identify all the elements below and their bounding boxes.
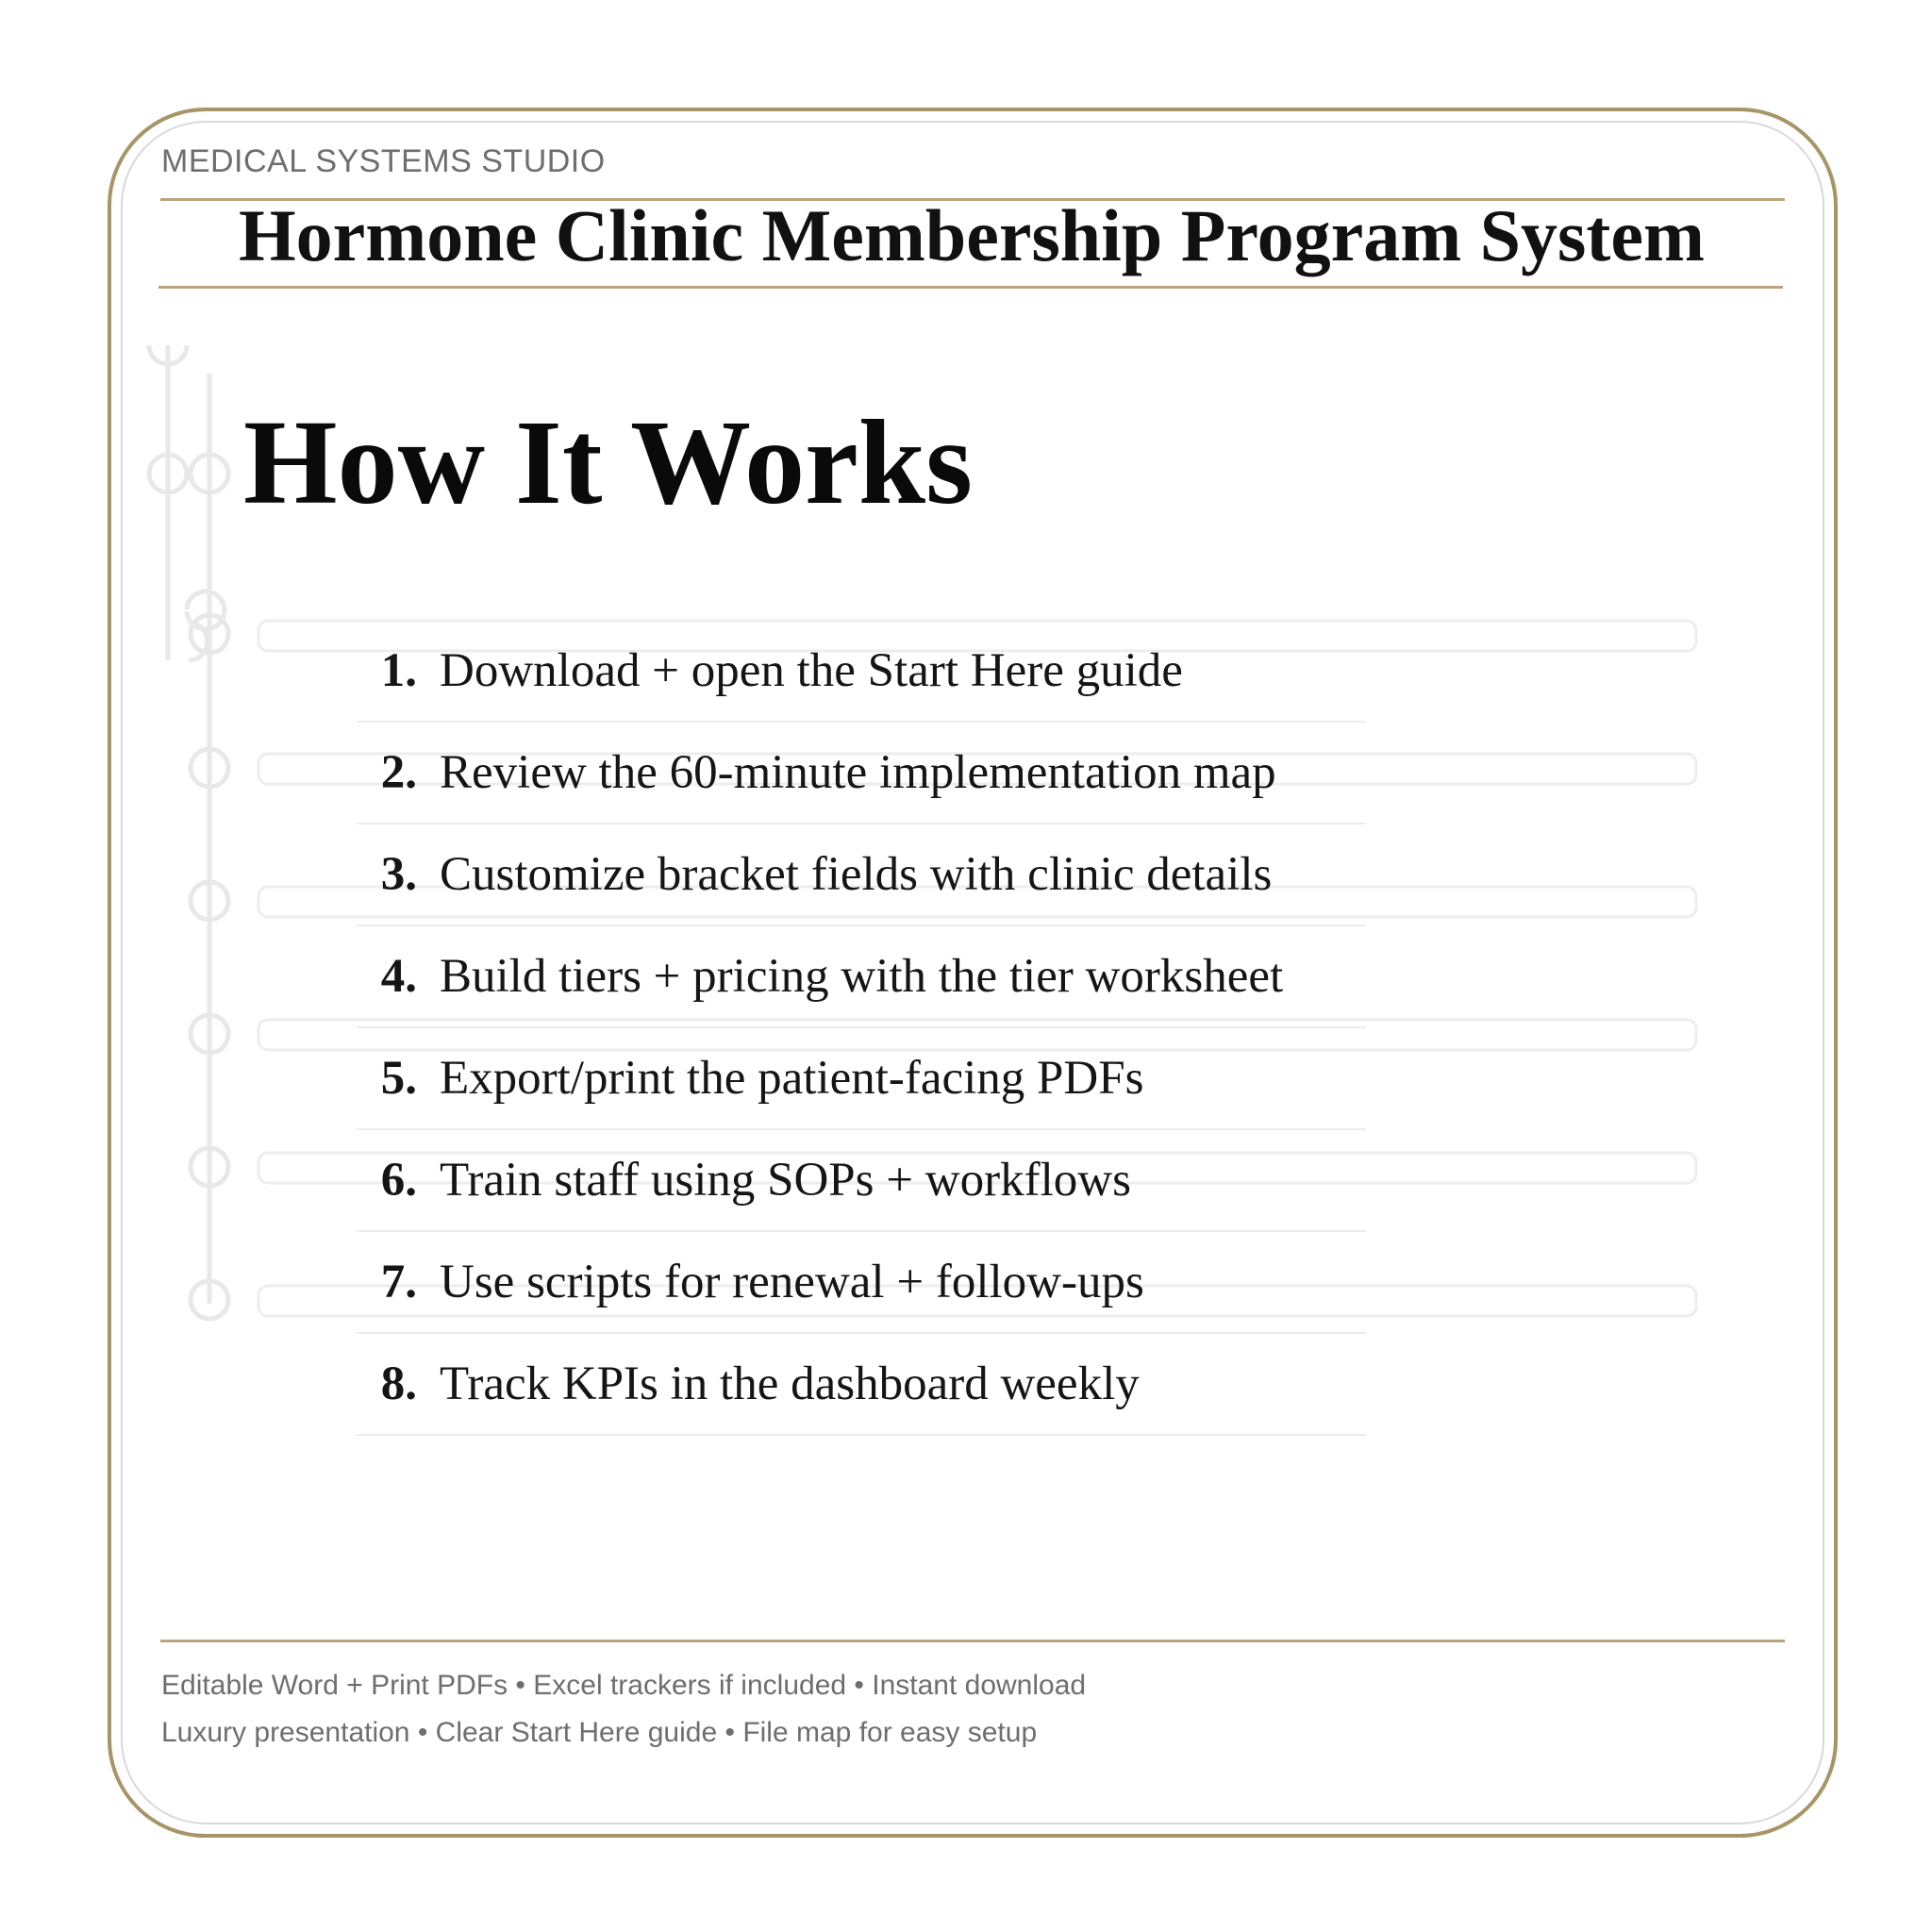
step-number: 5. bbox=[380, 1052, 417, 1105]
list-item bbox=[357, 1130, 1366, 1232]
step-number: 3. bbox=[380, 848, 417, 901]
step-text: Customize bracket fields with clinic details bbox=[440, 848, 1273, 901]
list-item bbox=[357, 824, 1366, 926]
list-item bbox=[357, 723, 1366, 824]
footer-rule bbox=[160, 1640, 1785, 1642]
step-number: 7. bbox=[380, 1256, 417, 1308]
footer-line-1: Editable Word + Print PDFs • Excel trackers if included • Instant download bbox=[161, 1670, 1087, 1701]
page-title: Hormone Clinic Membership Program System bbox=[239, 194, 1705, 276]
step-text: Train staff using SOPs + workflows bbox=[440, 1154, 1131, 1207]
step-text: Export/print the patient-facing PDFs bbox=[440, 1052, 1144, 1105]
brand-label: MEDICAL SYSTEMS STUDIO bbox=[161, 143, 606, 179]
step-number: 4. bbox=[380, 950, 417, 1003]
steps-list bbox=[357, 621, 1366, 1436]
list-item bbox=[357, 926, 1366, 1028]
title-bottom-rule bbox=[158, 286, 1783, 289]
list-item bbox=[357, 1232, 1366, 1334]
section-heading: How It Works bbox=[243, 395, 973, 529]
step-number: 1. bbox=[380, 644, 417, 697]
step-number: 8. bbox=[380, 1357, 417, 1410]
list-item bbox=[357, 1028, 1366, 1130]
step-text: Track KPIs in the dashboard weekly bbox=[440, 1357, 1140, 1410]
step-text: Use scripts for renewal + follow-ups bbox=[440, 1256, 1144, 1308]
step-number: 2. bbox=[380, 746, 417, 799]
list-item bbox=[357, 621, 1366, 723]
footer-line-2: Luxury presentation • Clear Start Here guide • File map for easy setup bbox=[161, 1717, 1038, 1748]
step-text: Download + open the Start Here guide bbox=[440, 644, 1183, 697]
step-number: 6. bbox=[380, 1154, 417, 1207]
list-item bbox=[357, 1334, 1366, 1436]
step-text: Build tiers + pricing with the tier worksheet bbox=[440, 950, 1284, 1003]
step-text: Review the 60-minute implementation map bbox=[440, 746, 1276, 799]
